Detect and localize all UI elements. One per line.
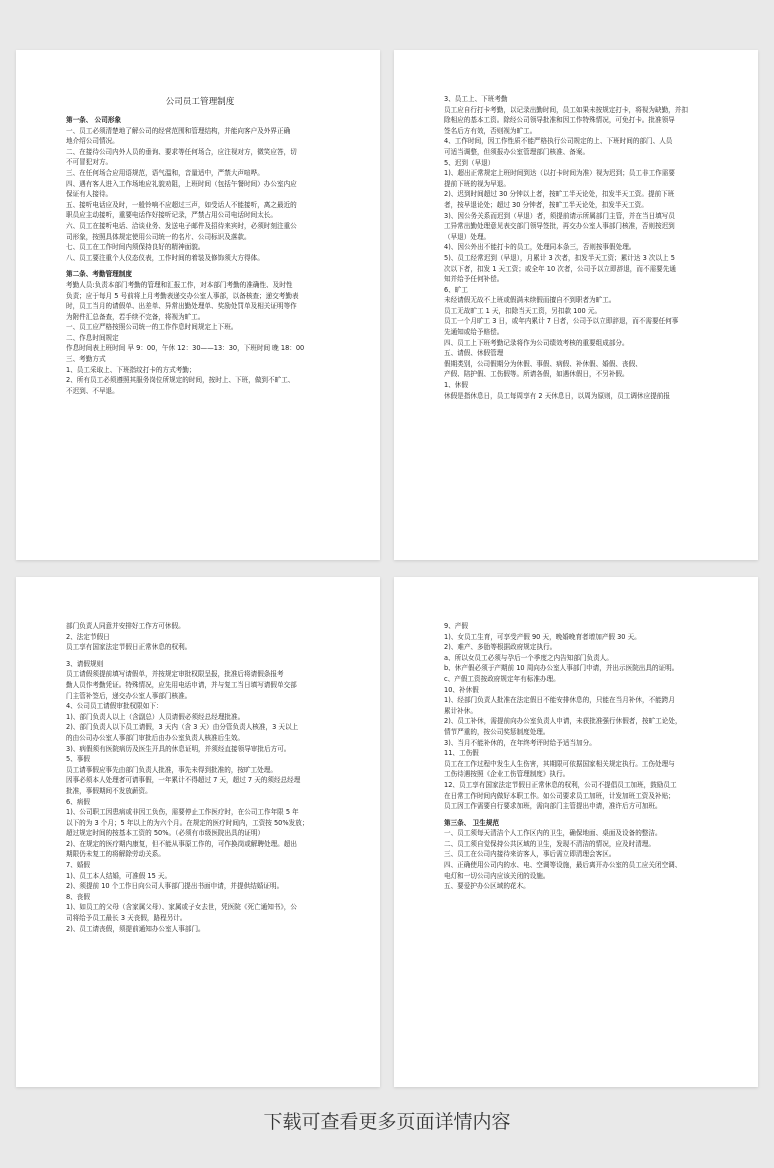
text-line: 先通知或给予赔偿。 xyxy=(444,328,504,337)
text-line: 二、员工须自觉保持公共区域的卫生，发现不清洁的情况，应及时清理。 xyxy=(444,839,655,848)
text-line: 累计补休。 xyxy=(444,706,477,715)
text-line: 10、补休假 xyxy=(444,685,479,694)
text-line: 一、员工须每天清洁个人工作区内的卫生，确保地面、桌面及设备的整洁。 xyxy=(444,829,662,838)
text-line: 员工无故旷工 1 天，扣除当天工资，另扣款 100 元。 xyxy=(444,306,602,315)
text-line: 考勤人员:负责本部门考勤的管理和汇报工作，对本部门考勤的准确性、及时性 xyxy=(66,280,293,289)
text-line: 5、事假 xyxy=(66,755,90,764)
text-line: 产假、陪护假、工伤假等。所请各假，如遇休假日，不另补假。 xyxy=(444,370,629,379)
text-line: 4、公司员工请假审批权限如下： xyxy=(66,702,163,711)
text-line: 职员应主动接听，重要电话作好接听记录，严禁占用公司电话时间太长。 xyxy=(66,211,277,220)
text-line: 1、员工采取上、下班指纹打卡的方式考勤； xyxy=(66,365,196,374)
text-line: 二、作息时间规定 xyxy=(66,333,119,342)
text-line: 3)、当月不能补休的，在年终考评时给予适当加分。 xyxy=(444,738,596,747)
text-line: 电灯和一切公司内应该关闭的设施。 xyxy=(444,871,550,880)
text-line: 四、正确使用公司内的水、电、空调等设施，最后离开办公室的员工应关闭空调、 xyxy=(444,861,682,870)
text-line: （早退）处理。 xyxy=(444,232,491,241)
text-line: 三、考勤方式 xyxy=(66,355,106,364)
text-line: 员工因工作需要自行要求加班，需向部门主管提出申请，准许后方可加班。 xyxy=(444,802,662,811)
text-line: 1)、经部门负责人批准在法定假日不能安排休息的，只能在当月补休，不能跨月 xyxy=(444,696,675,705)
text-line: 四、员工上下班考勤记录将作为公司绩效考核的重要组成部分。 xyxy=(444,338,629,347)
text-line: 1)、超出正常规定上班时间到达（以打卡时间为准）视为迟到；员工非工作需要 xyxy=(444,169,675,178)
text-line: 12、员工享有国家法定节假日正常休息的权利，公司不提倡员工加班，鼓励员工 xyxy=(444,780,677,789)
text-line: 2、法定节假日 xyxy=(66,632,110,641)
text-line: 期限仍未复工的将解除劳动关系。 xyxy=(66,850,165,859)
text-line: 批准，事假期间不发放薪资。 xyxy=(66,786,152,795)
text-line: 一、员工必须清楚地了解公司的经营范围和管理结构，并能向客户及外界正确 xyxy=(66,126,291,135)
text-line: 五、请假、休假管理 xyxy=(444,349,504,358)
text-line: 的由公司办公室人事部门审批后由办公室负责人核准后生效。 xyxy=(66,733,245,742)
text-line: 4、工作时间，因工作性质不能严格执行公司规定的上、下班时间的部门、人员 xyxy=(444,137,673,146)
text-line: 为附件汇总备查，若手续不完备，将视为旷工。 xyxy=(66,312,205,321)
text-line: 6、病假 xyxy=(66,797,90,806)
document-page-3 xyxy=(16,577,380,1087)
text-line: 次以下者，扣发 1 天工资；或全年 10 次者，公司予以立即辞退，而不需要先通 xyxy=(444,264,676,273)
text-line: 者，按早退论处；超过 30 分钟者，按旷工半天论处，扣发半天工资。 xyxy=(444,200,648,209)
text-line: 2、所有员工必须遵照其服务岗位所规定的时间，按时上、下班，做到不旷工、 xyxy=(66,376,295,385)
section-heading: 第二条、考勤管理制度 xyxy=(66,270,132,279)
text-line: 7、婚假 xyxy=(66,861,90,870)
text-line: 3)、病假须有医院病历及医生开具的休息证明，并须经直接领导审批后方可。 xyxy=(66,744,291,753)
text-line: 休假是指休息日，员工每周享有 2 天休息日，以周为原则，员工调休应提前报 xyxy=(444,391,670,400)
text-line: 三、在任何场合应用语规范，语气温和，音量适中，严禁大声喧哗。 xyxy=(66,168,264,177)
text-line: 作息时间表上班时间 早 9：00，午休 12：30——13：30，下班时间 晚 18：00 xyxy=(66,344,305,353)
document-page-2 xyxy=(394,50,758,560)
text-line: 1)、如员工的父母（含家属父母）、家属或子女去世，凭医院《死亡通知书》，公 xyxy=(66,903,297,912)
document-page-4 xyxy=(394,577,758,1087)
text-line: 一、员工应严格按照公司统一的工作作息时间规定上下班。 xyxy=(66,323,238,332)
text-line: 情节严重的，按公司奖惩制度处理。 xyxy=(444,727,550,736)
text-line: 可适当调整，但须报办公室管理部门核准、备案。 xyxy=(444,147,590,156)
text-line: 11、工伤假 xyxy=(444,749,479,758)
text-line: 八、员工要注重个人仪态仪表，工作时间的着装及修饰须大方得体。 xyxy=(66,253,264,262)
text-line: 签名后方有效，否则视为旷工。 xyxy=(444,126,537,135)
text-line: 工异常出勤处理意见表交部门领导签批，再交办公室人事部门核准，否则按迟到 xyxy=(444,222,675,231)
text-line: 2)、部门负责人以下员工请假，3 天内（含 3 天）由分管负责人核准，3 天以上 xyxy=(66,723,299,732)
text-line: 2)、在规定的医疗期内康复，但不能从事原工作的，可作换岗或解聘处理。超出 xyxy=(66,839,297,848)
text-line: 提前下班的视为早退。 xyxy=(444,179,510,188)
text-line: 司形象，按照具体规定使用公司统一的名片、公司标识及落款。 xyxy=(66,232,251,241)
text-line: 七、员工在工作时间内须保持良好的精神面貌。 xyxy=(66,243,205,252)
download-more-caption[interactable]: 下载可查看更多页面详情内容 xyxy=(263,1111,511,1133)
text-line: 五、接听电话应及时，一般铃响不应超过三声，如受话人不能接听，离之最近的 xyxy=(66,200,297,209)
page-2-text xyxy=(444,94,712,401)
text-line: 2)、员工补休，需提前向办公室负责人申请，未获批准强行休假者，按旷工论处， xyxy=(444,717,682,726)
text-line: 二、在接待公司内外人员的垂询、要求等任何场合，应注视对方，微笑应答，切 xyxy=(66,147,297,156)
text-line: 四、遇有客人进入工作场地应礼貌劝阻，上班时间（包括午餐时间）办公室内应 xyxy=(66,179,297,188)
text-line: 在日常工作时间内做好本职工作。如公司要求员工加班，计发加班工资及补贴； xyxy=(444,791,675,800)
text-line: 勤人员作考勤凭证。特殊情况，应先用电话申请，并与复工当日填写请假单交部 xyxy=(66,680,297,689)
text-line: 5、迟到（早退） xyxy=(444,158,495,167)
text-line: 未经请假无故不上班或假满未续假而擅自不到职者为旷工。 xyxy=(444,296,616,305)
text-line: 1)、员工本人结婚，可准假 15 天。 xyxy=(66,871,172,880)
text-line: 工伤待遇按照《企业工伤管理制度》执行。 xyxy=(444,770,570,779)
section-heading: 第一条、 公司形象 xyxy=(66,116,122,124)
text-line: 4)、因公外出不能打卡的员工，处理同本条三，否则按事假处理。 xyxy=(444,243,636,252)
text-line: b、休产假必须于产期前 10 周向办公室人事部门申请，并出示医院出具的证明。 xyxy=(444,664,679,673)
text-line: 8、丧假 xyxy=(66,892,90,901)
text-line: 员工享有国家法定节假日正常休息的权利。 xyxy=(66,643,192,652)
text-line: 6、旷工 xyxy=(444,285,468,294)
text-line: 2)、迟到时间超过 30 分钟以上者，按旷工半天论处，扣发半天工资。提前下班 xyxy=(444,190,675,199)
text-line: 1)、部门负责人以上（含副总）人员请假必须经总经理批准。 xyxy=(66,712,245,721)
text-line: 不迟到、不早退。 xyxy=(66,386,119,395)
text-line: 时，员工当月的请假单、出差单、异常出勤处理单、奖励处罚单及相关证明等作 xyxy=(66,302,297,311)
text-line: c、产假工资按政府规定年有标准办理。 xyxy=(444,674,560,683)
text-line: 员工在工作过程中发生人生伤害，其期限可依据国家相关规定执行。工伤处理与 xyxy=(444,759,675,768)
text-line: 除相应的基本工资。除经公司领导批准和因工作特殊情况，可免打卡。批准领导 xyxy=(444,116,675,125)
text-line: 9、产假 xyxy=(444,622,468,630)
text-line: 以下的为 3 个月；5 年以上的为六个月。在规定的医疗时间内，工资按 50%发放； xyxy=(66,818,309,827)
document-page-1 xyxy=(16,50,380,560)
text-line: 2)、难产、多胎等根据政府规定执行。 xyxy=(444,643,557,652)
text-line: 3、员工上、下班考勤 xyxy=(444,95,508,103)
page-1-text xyxy=(66,115,334,396)
text-line: 部门负责人同意并安排好工作方可休假。 xyxy=(66,622,185,630)
text-line: 负责；应于每月 5 号前将上月考勤表递交办公室人事部，以备核查；递交考勤表 xyxy=(66,291,299,300)
text-line: 5)、员工经常迟到（早退），月累计 3 次者，扣发半天工资；累计达 3 次以上 5 xyxy=(444,253,675,262)
text-line: 2)、员工请丧假，须提前通知办公室人事部门。 xyxy=(66,924,205,933)
text-line: 员工一个月旷工 3 日，或年内累计 7 日者，公司予以立即辞退，而不需要任何事 xyxy=(444,317,679,326)
text-line: 门主管补签后，递交办公室人事部门核准。 xyxy=(66,691,192,700)
text-line: 1、休假 xyxy=(444,381,468,390)
text-line: 1)、女员工生育，可享受产假 90 天，晚婚晚育者增加产假 30 天。 xyxy=(444,632,641,641)
text-line: 知并给予任何补偿。 xyxy=(444,275,504,284)
text-line: 司将给予员工最长 3 天丧假，路程另计。 xyxy=(66,914,187,923)
text-line: 五、要爱护办公区域的花木。 xyxy=(444,882,530,891)
text-line: 员工请事假应事先由部门负责人批准，事先未得到批准的，按旷工处理。 xyxy=(66,765,277,774)
text-line: 超过规定时间的按基本工资的 50%。（必须有市级医院出具的证明） xyxy=(66,829,265,838)
page-3-text xyxy=(66,621,334,934)
text-line: 1)、公司职工因患病或非因工负伤，需要停止工作医疗时，在公司工作年限 5 年 xyxy=(66,808,299,817)
text-line: 3、请假规则 xyxy=(66,659,104,668)
text-line: 2)、须提前 10 个工作日向公司人事部门提出书面申请，并提供结婚证明。 xyxy=(66,882,284,891)
text-line: 因事必须本人处理者可请事假，一年累计不得超过 7 天，超过 7 天的须经总经理 xyxy=(66,776,301,785)
text-line: 不可冒犯对方。 xyxy=(66,158,113,167)
document-title: 公司员工管理制度 xyxy=(165,97,235,107)
text-line: 员工应自行打卡考勤，以记录出勤时间，员工如果未按规定打卡，将视为缺勤，并扣 xyxy=(444,105,688,114)
text-line: 六、员工在接听电话、洽谈业务、发送电子邮件及招待来宾时，必须时刻注重公 xyxy=(66,221,297,230)
text-line: a、所以女员工必须与孕后一个季度之内告知部门负责人。 xyxy=(444,653,613,662)
text-line: 3)、因公务关系而迟到（早退）者，须提前请示所属部门主管，并在当日填写员 xyxy=(444,211,675,220)
page-4-text xyxy=(444,621,712,892)
text-line: 员工请假须提前填写请假单，并按规定审批权限呈报，批准后将请假条报考 xyxy=(66,670,284,679)
text-line: 三、员工在公司内接待来访客人，事后需立即清理会客区。 xyxy=(444,850,616,859)
section-heading: 第三条、 卫生规范 xyxy=(444,818,500,827)
text-line: 地介绍公司情况。 xyxy=(66,137,119,146)
text-line: 假期类别，公司假期分为休假、事假、病假、补休假、婚假、丧假、 xyxy=(444,359,642,368)
text-line: 保证有人接待。 xyxy=(66,190,113,199)
